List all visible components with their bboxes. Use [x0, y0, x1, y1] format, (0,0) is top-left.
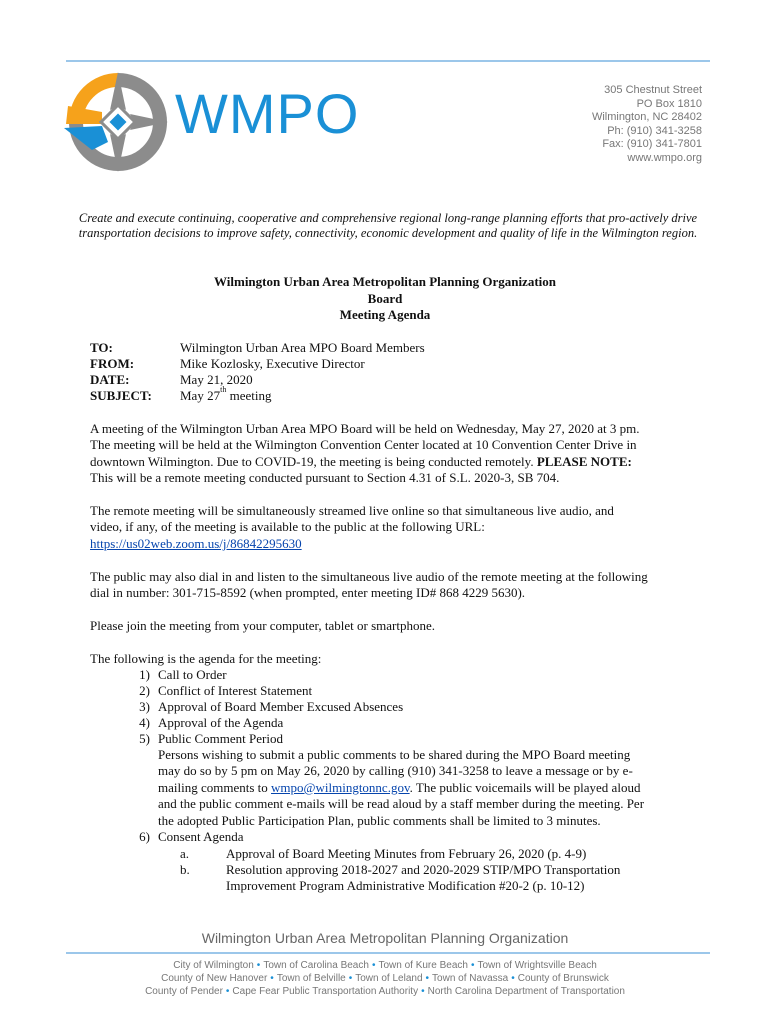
consent-item-line: Improvement Program Administrative Modification #20-2 (p. 10-12)	[226, 878, 585, 894]
p2-line: The remote meeting will be simultaneously streamed live online so that simultaneous live audio, and	[90, 503, 614, 518]
header-rule	[66, 60, 710, 62]
agenda-item: Consent Agenda	[158, 829, 244, 844]
agenda-number: 2)	[139, 683, 150, 698]
member-name: Cape Fear Public Transportation Authority	[232, 986, 419, 997]
please-note: PLEASE NOTE:	[536, 453, 632, 469]
p1-line: This will be a remote meeting conducted pursuant to Section 4.31 of S.L. 2020-3, SB 704.	[90, 470, 560, 486]
agenda-number: 4)	[139, 715, 150, 730]
wmpo-email-link[interactable]: wmpo@wilmingtonnc.gov	[271, 779, 410, 795]
memo-to: Wilmington Urban Area MPO Board Members	[180, 340, 425, 355]
member-name: County of Pender	[145, 986, 223, 997]
agenda-item: Call to Order	[158, 667, 227, 682]
doc-title-agenda: Meeting Agenda	[339, 307, 431, 322]
bullet-icon: •	[371, 960, 376, 971]
pc-line	[158, 780, 703, 796]
member-name: Town of Kure Beach	[378, 960, 468, 971]
agenda-number: 6)	[139, 829, 150, 844]
member-name: Town of Carolina Beach	[263, 960, 369, 971]
memo-subject-label: SUBJECT:	[90, 388, 152, 403]
logo-wordmark: WMPO	[175, 82, 360, 145]
p1-line	[90, 454, 700, 470]
member-name: County of New Hanover	[161, 973, 268, 984]
bullet-icon: •	[421, 986, 425, 997]
address-street: 305 Chestnut Street	[604, 84, 702, 96]
subject-suffix: meeting	[226, 388, 272, 403]
p1-line: The meeting will be held at the Wilmington Convention Center located at 10 Convention Center Drive in	[90, 437, 637, 453]
doc-title-org: Wilmington Urban Area Metropolitan Planning Organization	[214, 274, 556, 289]
footer-rule	[66, 952, 710, 954]
zoom-meeting-link[interactable]: https://us02web.zoom.us/j/86842295630	[90, 535, 302, 551]
subject-superscript: th	[220, 385, 227, 394]
agenda-item: Approval of Board Member Excused Absences	[158, 699, 404, 714]
pc-line: and the public comment e-mails will be read aloud by a staff member during the meeting. Per	[158, 796, 645, 812]
paragraph-agenda-intro: The following is the agenda for the meeting:	[90, 651, 322, 666]
paragraph-meeting-details	[90, 421, 700, 487]
org-address	[592, 84, 702, 166]
pc-line: may do so by 5 pm on May 26, 2020 by calling (910) 341-3258 to leave a message or by e-	[158, 763, 633, 779]
subject-date: May 27	[180, 388, 221, 403]
agenda-item: Conflict of Interest Statement	[158, 683, 313, 698]
p3-line: dial in number: 301-715-8592 (when prompted, enter meeting ID# 868 4229 5630).	[90, 585, 526, 601]
wmpo-logo-icon	[62, 66, 174, 178]
member-name: North Carolina Department of Transportation	[427, 986, 625, 997]
bullet-icon: •	[425, 973, 430, 984]
paragraph-dial-in	[90, 569, 700, 602]
member-name: County of Brunswick	[517, 973, 609, 984]
address-website[interactable]: www.wmpo.org	[627, 151, 702, 164]
agenda-number: 1)	[139, 667, 150, 682]
address-pobox: PO Box 1810	[636, 97, 702, 110]
bullet-icon: •	[348, 973, 353, 984]
bullet-icon: •	[470, 960, 475, 971]
bullet-icon: •	[511, 973, 515, 984]
footer-members-row-2	[0, 973, 770, 984]
address-phone: Ph: (910) 341-3258	[607, 124, 702, 137]
consent-letter: b.	[180, 862, 190, 877]
member-name: Town of Leland	[355, 973, 423, 984]
doc-title-board: Board	[367, 291, 403, 306]
public-comment-instructions	[158, 747, 703, 829]
memo-subject	[180, 385, 272, 404]
agenda-item: Public Comment Period	[158, 731, 283, 746]
p3-line: The public may also dial in and listen to the simultaneous live audio of the remote meeting at the following	[90, 569, 648, 584]
address-city: Wilmington, NC 28402	[591, 111, 702, 124]
pc-line: Persons wishing to submit a public comments to be shared during the MPO Board meeting	[158, 747, 631, 762]
memo-to-label: TO:	[90, 340, 113, 355]
memo-date-label: DATE:	[90, 372, 130, 387]
consent-item: Approval of Board Meeting Minutes from February 26, 2020 (p. 4-9)	[226, 846, 587, 861]
agenda-item: Approval of the Agenda	[158, 715, 284, 730]
paragraph-stream	[90, 503, 700, 552]
mission-statement: Create and execute continuing, cooperative and comprehensive regional long-range planning efforts that pro-actively drive transportation decisions to improve safety, connectivity, economic development and quality of life in the Wilmington region.	[78, 211, 698, 241]
footer-members-row-1	[0, 960, 770, 971]
p1-line: A meeting of the Wilmington Urban Area MPO Board will be held on Wednesday, May 27, 2020 at 3 pm.	[90, 421, 640, 436]
member-name: Town of Navassa	[432, 973, 509, 984]
memo-date: May 21, 2020	[180, 372, 253, 387]
bullet-icon: •	[270, 973, 274, 984]
agenda-number: 3)	[139, 699, 150, 714]
member-name: Town of Belville	[276, 973, 346, 984]
footer-org-name: Wilmington Urban Area Metropolitan Planning Organization	[201, 930, 569, 946]
footer-members-row-3	[0, 986, 770, 997]
pc-line-post: . The public voicemails will be played aloud	[409, 779, 641, 795]
bullet-icon: •	[225, 986, 230, 997]
memo-from: Mike Kozlosky, Executive Director	[180, 356, 365, 371]
bullet-icon: •	[256, 960, 261, 971]
consent-item-line: Resolution approving 2018-2027 and 2020-2029 STIP/MPO Transportation	[226, 862, 621, 877]
member-name: City of Wilmington	[173, 960, 254, 971]
consent-item	[226, 862, 696, 895]
memo-from-label: FROM:	[90, 356, 135, 371]
address-fax: Fax: (910) 341-7801	[602, 138, 702, 151]
paragraph-join: Please join the meeting from your computer, tablet or smartphone.	[90, 618, 435, 633]
consent-letter: a.	[180, 846, 190, 861]
agenda-number: 5)	[139, 731, 150, 746]
p2-line: video, if any, of the meeting is available to the public at the following URL:	[90, 519, 485, 535]
p1-line-text: downtown Wilmington. Due to COVID-19, the meeting is being conducted remotely.	[90, 453, 537, 469]
member-name: Town of Wrightsville Beach	[477, 960, 597, 971]
pc-line-pre: mailing comments to	[158, 779, 272, 795]
pc-line: the adopted Public Participation Plan, public comments shall be limited to 3 minutes.	[158, 812, 601, 828]
